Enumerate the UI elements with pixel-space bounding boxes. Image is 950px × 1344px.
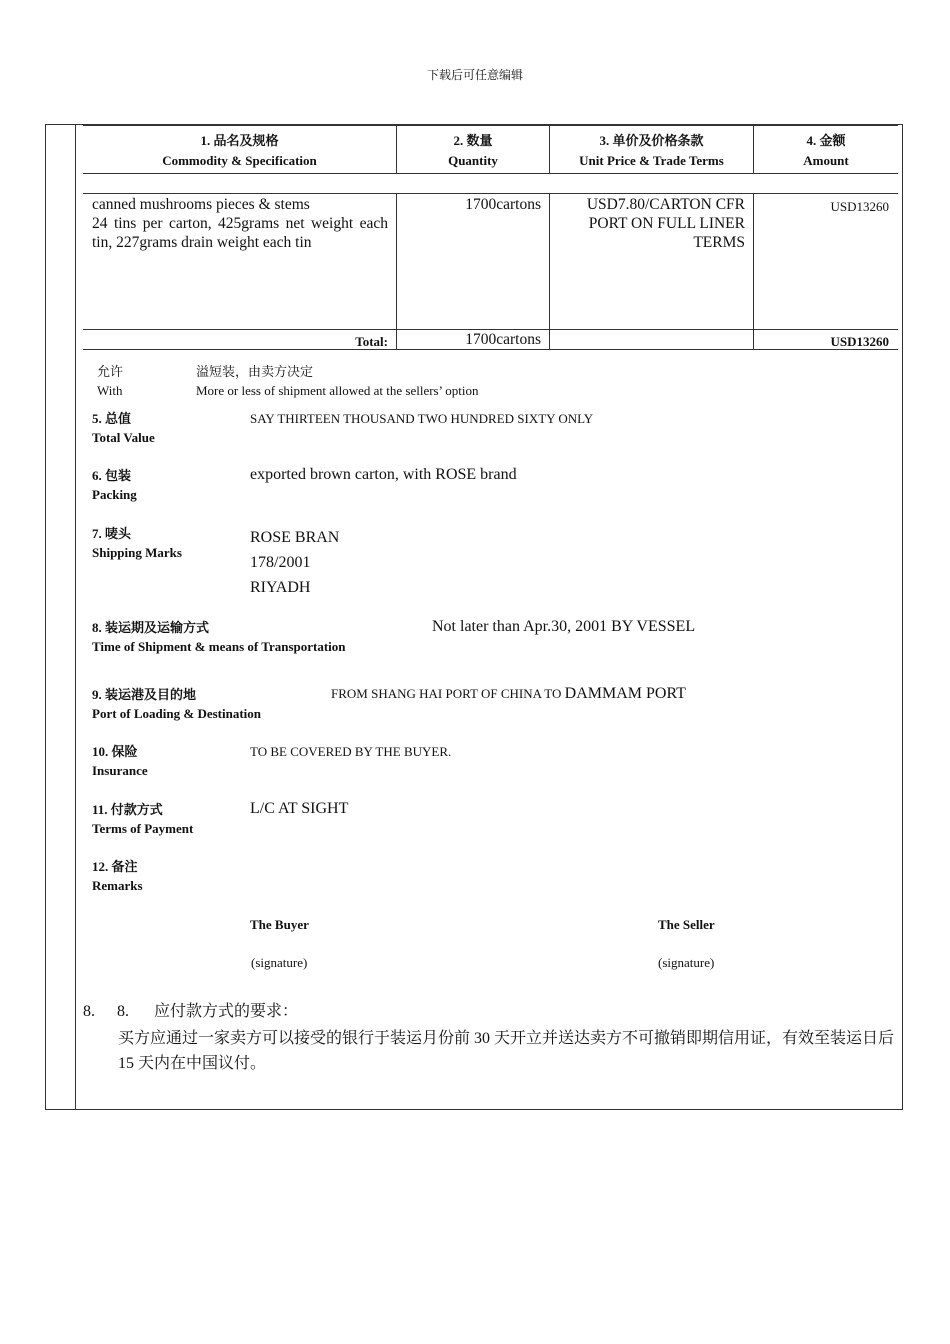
seller-signature: (signature) — [658, 955, 715, 970]
payment-label: 11. 付款方式 Terms of Payment — [92, 802, 194, 836]
buyer-label: The Buyer — [250, 917, 309, 932]
total-quantity: 1700cartons — [465, 331, 541, 348]
allowance-label-en: With — [97, 383, 123, 398]
shipment-text: Not later than Apr.30, 2001 BY VESSEL — [432, 618, 696, 635]
header-commodity: 1. 品名及规格 Commodity & Specification — [162, 133, 317, 168]
allowance-text-en: More or less of shipment allowed at the sellers’ option — [196, 383, 479, 398]
shipping-marks-text: ROSE BRAN 178/2001 RIYADH — [250, 529, 340, 596]
note-title: 应付款方式的要求： — [154, 1003, 299, 1020]
total-label: Total: — [355, 334, 388, 349]
payment-text: L/C AT SIGHT — [250, 800, 349, 817]
note-body: 买方应通过一家卖方可以接受的银行于装运月份前 30 天开立并送达卖方不可撤销即期信用证，有效至装运日后 15 天内在中国议付。 — [118, 1030, 895, 1072]
packing-text: exported brown carton, with ROSE brand — [250, 466, 517, 483]
allowance-label-cn: 允许 — [97, 364, 124, 379]
total-value-label: 5. 总值 Total Value — [92, 411, 155, 445]
remarks-label: 12. 备注 Remarks — [92, 859, 143, 893]
shipping-marks-label: 7. 唛头 Shipping Marks — [92, 526, 182, 560]
ports-text: FROM SHANG HAI PORT OF CHINA TO DAMMAM PORT — [331, 685, 686, 702]
commodity-cell: canned mushrooms pieces & stems 24 tins per carton, 425grams net weight each tin, 227grams drain weight each tin — [92, 196, 388, 251]
unit-price-cell: USD7.80/CARTON CFR PORT ON FULL LINER TERMS — [586, 196, 745, 251]
note-inner-number: 8. — [117, 1003, 129, 1020]
ports-label: 9. 装运港及目的地 Port of Loading & Destination — [92, 687, 261, 721]
header-note: 下载后可任意编辑 — [426, 68, 523, 82]
buyer-signature: (signature) — [251, 955, 308, 970]
insurance-text: TO BE COVERED BY THE BUYER. — [250, 744, 452, 759]
allowance-text-cn: 溢短装，由卖方决定 — [196, 364, 314, 379]
quantity-cell: 1700cartons — [465, 196, 541, 213]
note-outer-number: 8. — [83, 1003, 95, 1020]
header-amount: 4. 金额 Amount — [803, 133, 849, 168]
total-value-text: SAY THIRTEEN THOUSAND TWO HUNDRED SIXTY ONLY — [250, 411, 594, 426]
shipment-label: 8. 装运期及运输方式 Time of Shipment & means of Transportation — [92, 620, 346, 654]
seller-label: The Seller — [658, 917, 715, 932]
total-amount: USD13260 — [830, 334, 889, 349]
header-unit-price: 3. 单价及价格条款 Unit Price & Trade Terms — [579, 133, 724, 168]
header-quantity: 2. 数量 Quantity — [448, 133, 498, 168]
inner-margin-line — [75, 124, 76, 1110]
packing-label: 6. 包装 Packing — [92, 468, 137, 502]
amount-cell: USD13260 — [830, 199, 889, 214]
insurance-label: 10. 保险 Insurance — [92, 744, 148, 778]
